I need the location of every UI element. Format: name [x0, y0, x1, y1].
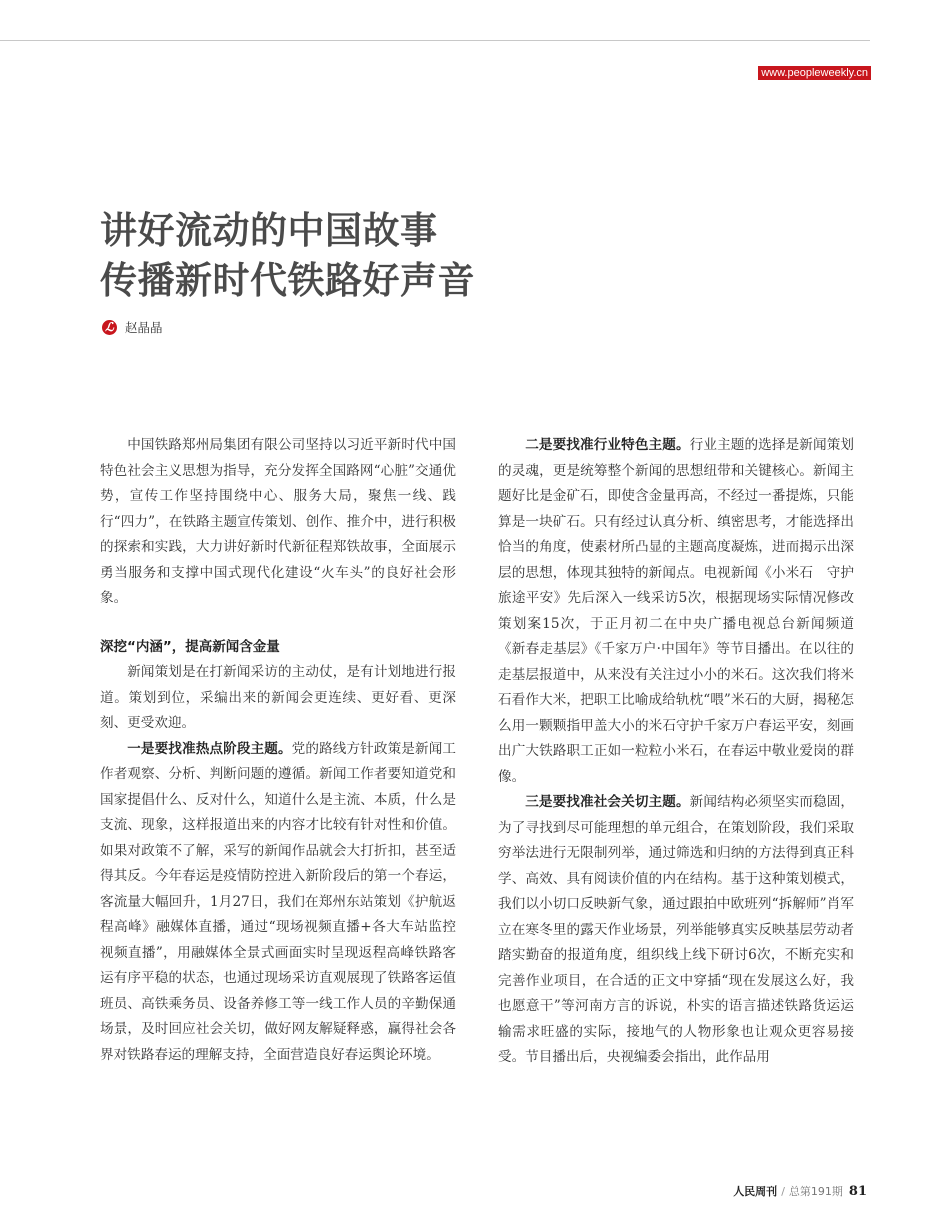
point-2-text: 行业主题的选择是新闻策划的灵魂，更是统筹整个新闻的思想纽带和关键核心。新闻主题好比是金矿石，即使含金量再高，不经过一番提炼，只能算是一块矿石。只有经过认真分析、缜密思考，才能选择出恰当的角度，使素材所凸显的主题高度凝炼，进而揭示出深层的思想，体现其独特的新闻点。电视新闻《小米石 守护旅途平安》先后深入一线采访5次，根据现场实际情况修改策划案15次，于正月初二在中央广播电视总台新闻频道《新春走基层》《千家万户·中国年》等节目播出。在以往的走基层报道中，从来没有关注过小小的米石。这次我们将米石看作大米，把职工比喻成给轨枕“喂”米石的大厨，揭秘怎么用一颗颗指甲盖大小的米石守护千家万户春运平安，刻画出广大铁路职工正如一粒粒小米石，在春运中敬业爱岗的群像。: [498, 437, 855, 785]
point-3-lead: 三是要找准社会关切主题。: [525, 794, 690, 810]
point-3-text: 新闻结构必须坚实而稳固，为了寻找到尽可能理想的单元组合，在策划阶段，我们采取穷举法进行无限制列举，通过筛选和归纳的方法得到真正科学、高效、具有阅读价值的内在结构。基于这种策划模式，我们以小切口反映新气象，通过跟拍中欧班列“拆解师”肖军立在寒冬里的露天作业场景，列举能够真实反映基层劳动者踏实勤奋的报道角度，组织线上线下研讨6次，不断充实和完善作业项目，在合适的正文中穿插“现在发展这么好，我也愿意干”等河南方言的诉说，朴实的语言描述铁路货运运输需求旺盛的实际，接地气的人物形象也让观众更容易接受。节目播出后，央视编委会指出，此作品用: [498, 794, 855, 1065]
intro-paragraph: 中国铁路郑州局集团有限公司坚持以习近平新时代中国特色社会主义思想为指导，充分发挥全国路网“心脏”交通优势，宣传工作坚持围绕中心、服务大局，聚焦一线、践行“四力”，在铁路主题宣传策划、创作、推介中，进行积极的探索和实践，大力讲好新时代新征程郑铁故事，全面展示勇当服务和支撑中国式现代化建设“火车头”的良好社会形象。: [100, 437, 456, 606]
point-2-lead: 二是要找准行业特色主题。: [525, 437, 690, 453]
title-line-1: 讲好流动的中国故事: [100, 208, 438, 252]
author-byline: [102, 318, 163, 336]
point-3-paragraph: [498, 790, 854, 1071]
issue-number: 总第191期: [788, 1185, 843, 1198]
section-paragraph: 新闻策划是在打新闻采访的主动仗，是有计划地进行报道。策划到位，采编出来的新闻会更连续、更好看、更深刻、更受欢迎。: [100, 664, 456, 731]
point-1-lead: 一是要找准热点阶段主题。: [127, 740, 292, 757]
author-name: 赵晶晶: [125, 320, 163, 335]
section-heading: 深挖“内涵”，提高新闻含金量: [100, 638, 280, 655]
footer-separator: /: [781, 1185, 785, 1198]
point-1-text: 党的路线方针政策是新闻工作者观察、分析、判断问题的遵循。新闻工作者要知道党和国家提倡什么、反对什么，知道什么是主流、本质，什么是支流、现象，这样报道出来的内容才比较有针对性和价值。如果对政策不了解，采写的新闻作品就会大打折扣，甚至适得其反。今年春运是疫情防控进入新阶段后的第一个春运，客流量大幅回升，1月27日，我们在郑州东站策划《护航返程高峰》融媒体直播，通过“现场视频直播+各大车站监控视频直播”，用融媒体全景式画面实时呈现返程高峰铁路客运有序平稳的状态，也通过现场采访直观展现了铁路客运值班员、高铁乘务员、设备养修工等一线工作人员的辛勤保通场景，及时回应社会关切，做好网友解疑释惑，赢得社会各界对铁路春运的理解支持，全面营造良好春运舆论环境。: [100, 740, 457, 1063]
top-rule: [0, 40, 870, 41]
title-line-2: 传播新时代铁路好声音: [100, 258, 475, 302]
page-footer: [733, 1183, 867, 1199]
magazine-name: 人民周刊: [733, 1185, 778, 1198]
point-1-paragraph: [100, 737, 456, 1069]
website-badge: www.peopleweekly.cn: [758, 66, 871, 80]
point-2-paragraph: [498, 433, 854, 790]
article-title: [100, 205, 475, 305]
right-column: [498, 433, 854, 1071]
left-column: [100, 433, 456, 1068]
page-number: 81: [848, 1184, 867, 1199]
pen-icon: ℒ: [102, 320, 117, 335]
